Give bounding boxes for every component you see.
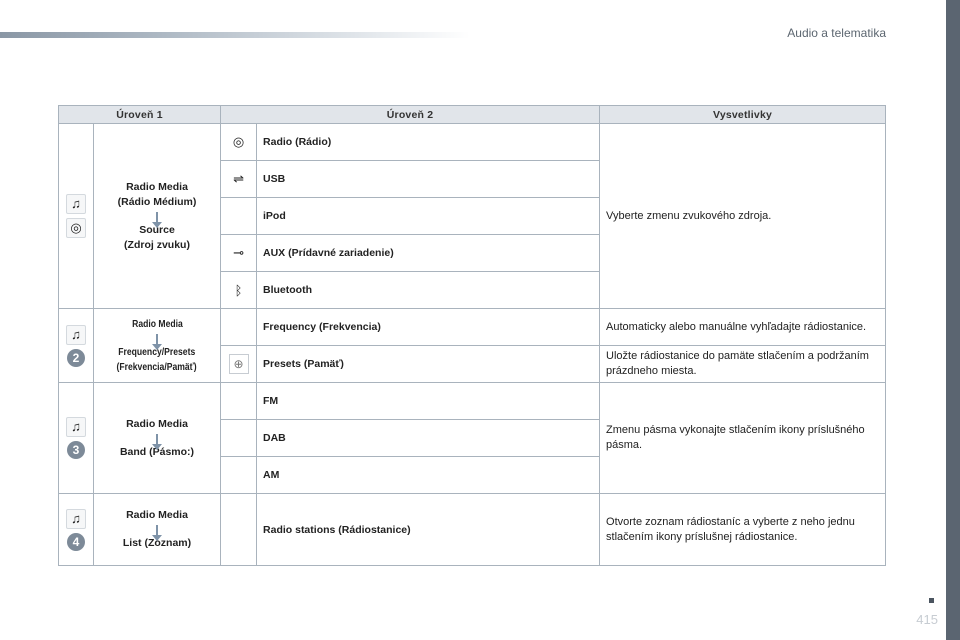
level1-bottom-translation: (Zdroj zvuku) <box>124 238 190 251</box>
group-icons-cell <box>59 494 94 566</box>
number-badge: 2 <box>67 349 85 367</box>
radio-icon: ◎ <box>232 134 245 149</box>
description-cell: Automaticky alebo manuálne vyhľadajte rádiostanice. <box>600 309 886 346</box>
level1-cell <box>94 309 221 383</box>
down-arrow-icon <box>156 434 158 445</box>
radio-icon: ◎ <box>66 218 86 238</box>
level2-icon-cell <box>221 161 257 198</box>
menu-table <box>58 105 886 566</box>
table-row <box>59 383 886 420</box>
level2-label: Frequency (Frekvencia) <box>257 309 600 346</box>
level2-label: USB <box>257 161 600 198</box>
level2-label: Presets (Pamäť) <box>257 346 600 383</box>
level2-label: AM <box>257 457 600 494</box>
level1-bottom-translation: (Frekvencia/Pamäť) <box>116 361 198 373</box>
number-badge: 4 <box>67 533 85 551</box>
level2-label: AUX (Prídavné zariadenie) <box>257 235 600 272</box>
aux-icon: ⊸ <box>233 245 244 260</box>
level1-top: Radio Media <box>126 180 188 193</box>
level1-bottom: Band (Pásmo:) <box>119 445 195 458</box>
level2-icon-cell <box>221 235 257 272</box>
level1-bottom: List (Zoznam) <box>122 537 192 549</box>
level2-label: Radio stations (Rádiostanice) <box>257 494 600 566</box>
music-note-icon: ♫ <box>66 325 86 345</box>
level2-label: DAB <box>257 420 600 457</box>
level1-top-translation: (Rádio Médium) <box>117 195 197 208</box>
page-number: 415 <box>916 612 938 627</box>
level1-top: Radio Media <box>126 509 188 521</box>
level2-label: iPod <box>257 198 600 235</box>
level2-icon-cell <box>221 420 257 457</box>
page-marker <box>929 598 934 603</box>
header-level1: Úroveň 1 <box>59 106 221 124</box>
table-row <box>59 309 886 346</box>
description-cell: Vyberte zmenu zvukového zdroja. <box>600 124 886 309</box>
level2-icon-cell <box>221 383 257 420</box>
music-note-icon: ♫ <box>66 509 86 529</box>
section-title: Audio a telematika <box>787 26 886 40</box>
group-icons-cell <box>59 383 94 494</box>
description-cell: Zmenu pásma vykonajte stlačením ikony príslušného pásma. <box>600 383 886 494</box>
bluetooth-icon: ᛒ <box>234 282 243 298</box>
preset-icon: ⊕ <box>229 354 249 374</box>
level2-icon-cell <box>221 494 257 566</box>
right-edge-strip <box>946 0 960 640</box>
music-note-icon: ♫ <box>66 194 86 214</box>
level2-icon-cell <box>221 124 257 161</box>
header-description: Vysvetlivky <box>600 106 886 124</box>
top-decorative-band <box>0 32 470 38</box>
down-arrow-icon <box>156 212 158 223</box>
down-arrow-icon <box>156 525 158 536</box>
level1-cell <box>94 383 221 494</box>
level2-icon-cell <box>221 272 257 309</box>
level2-label: Radio (Rádio) <box>257 124 600 161</box>
table-row <box>59 494 886 566</box>
header-level2: Úroveň 2 <box>221 106 600 124</box>
usb-icon: ⇌ <box>233 171 244 186</box>
table-row <box>59 124 886 161</box>
level2-label: FM <box>257 383 600 420</box>
number-badge: 3 <box>67 441 85 459</box>
level1-cell <box>94 494 221 566</box>
level1-cell <box>94 124 221 309</box>
level2-icon-cell <box>221 198 257 235</box>
level1-top: Radio Media <box>131 318 183 330</box>
description-cell: Otvorte zoznam rádiostaníc a vyberte z neho jednu stlačením ikony príslušnej rádiostanice. <box>600 494 886 566</box>
description-cell: Uložte rádiostanice do pamäte stlačením a podržaním prázdneho miesta. <box>600 346 886 383</box>
down-arrow-icon <box>156 334 158 345</box>
level2-icon-cell <box>221 457 257 494</box>
level1-top: Radio Media <box>126 417 188 430</box>
level1-bottom: Source <box>139 223 175 236</box>
level1-bottom: Frequency/Presets <box>118 346 196 358</box>
level2-icon-cell <box>221 346 257 383</box>
table-header-row <box>59 106 886 124</box>
level2-icon-cell <box>221 309 257 346</box>
group-icons-cell <box>59 124 94 309</box>
group-icons-cell <box>59 309 94 383</box>
music-note-icon: ♫ <box>66 417 86 437</box>
level2-label: Bluetooth <box>257 272 600 309</box>
